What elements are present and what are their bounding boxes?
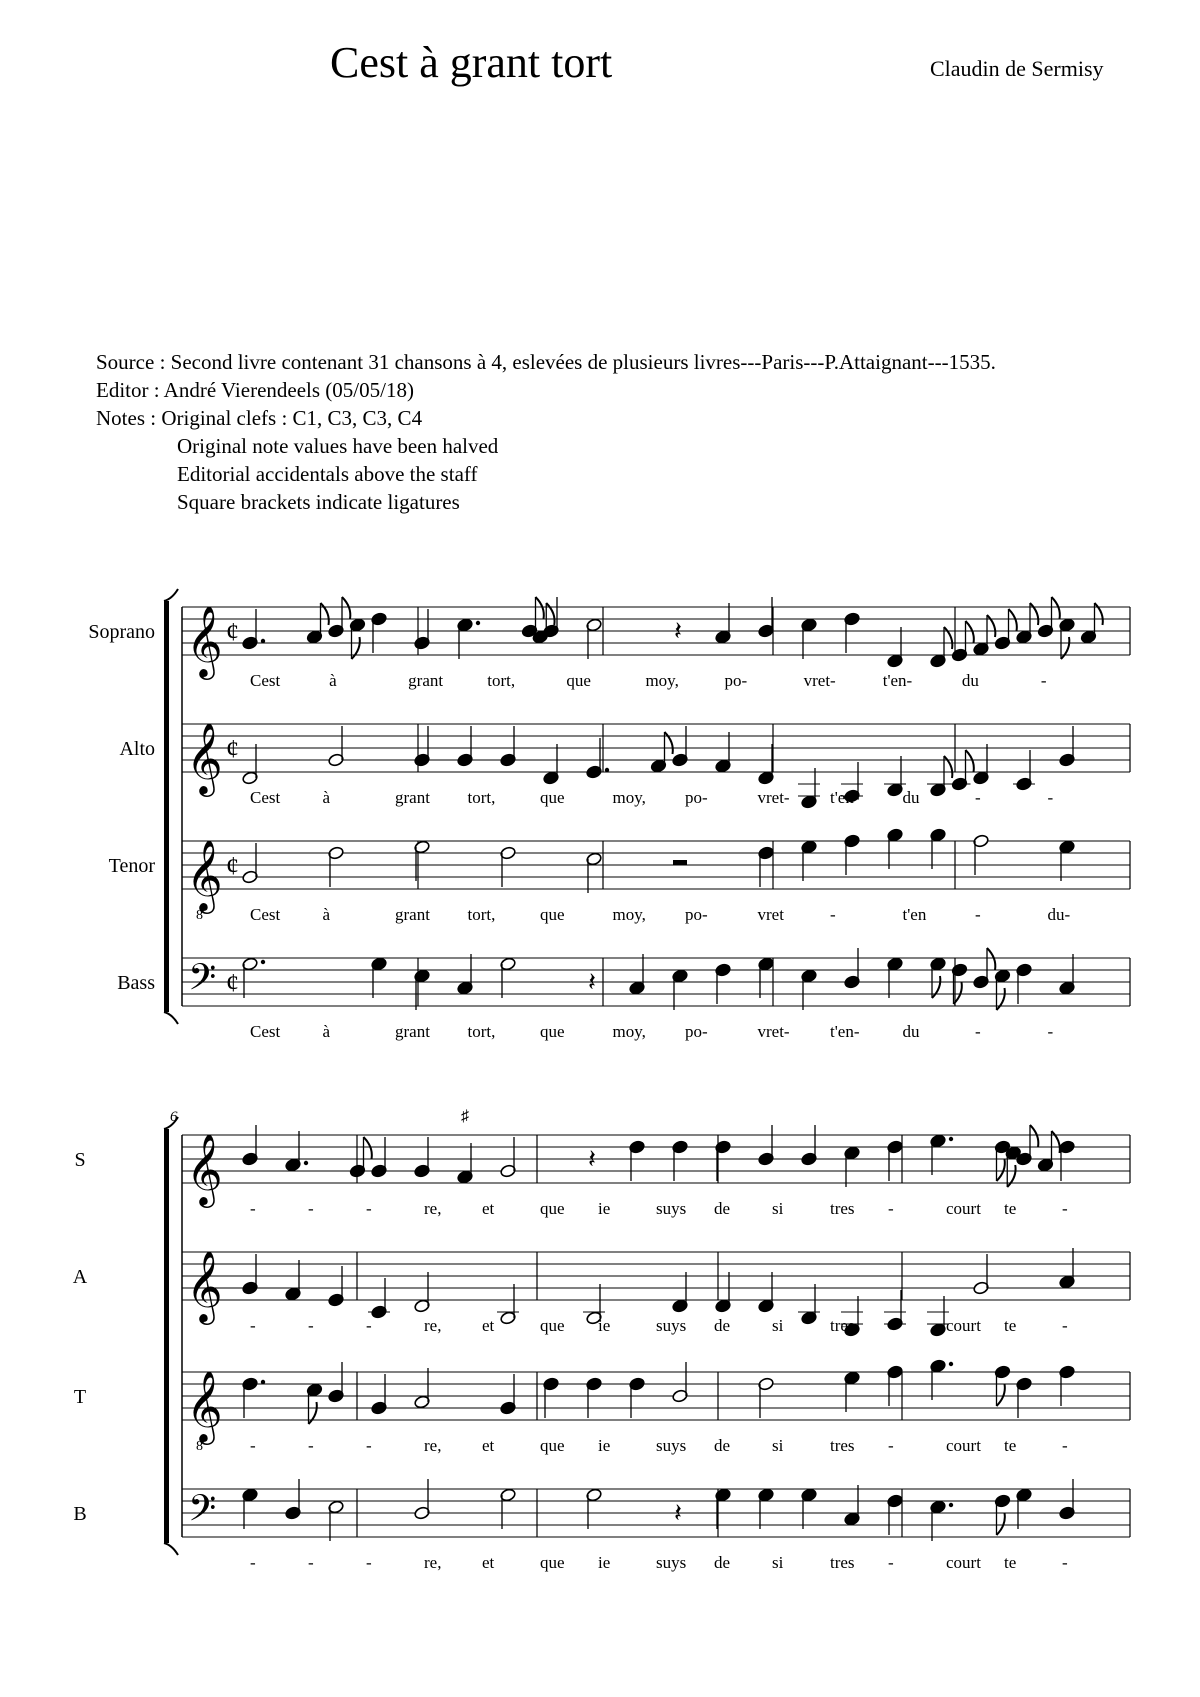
lyric-syllable: moy, xyxy=(612,787,646,807)
lyric-syllable: po- xyxy=(685,1021,708,1041)
lyric-syllable: suys xyxy=(656,1552,687,1572)
lyric-syllable: et xyxy=(482,1198,495,1218)
lyric-syllable: Cest xyxy=(250,1021,281,1041)
lyric-syllable: - xyxy=(1062,1552,1068,1572)
system-bracket xyxy=(164,601,169,1012)
piece-title: Cest à grant tort xyxy=(330,38,613,87)
half-rest xyxy=(673,860,687,865)
lyric-syllable: de xyxy=(714,1435,731,1455)
lyric-syllable: t'en- xyxy=(830,1021,860,1041)
lyric-syllable: te xyxy=(1004,1198,1017,1218)
lyric-syllable: - xyxy=(250,1315,256,1335)
lyric-syllable: si xyxy=(772,1198,784,1218)
notes-line: Notes : Original clefs : C1, C3, C3, C4 xyxy=(96,406,423,430)
note-flag xyxy=(966,621,974,643)
part-name: A xyxy=(72,1266,88,1289)
augmentation-dot xyxy=(949,1503,953,1507)
lyric-syllable: - xyxy=(888,1435,894,1455)
treble-clef-icon: 𝄞 xyxy=(186,1253,223,1322)
lyric-syllable: - xyxy=(888,1315,894,1335)
measure-number: 6 xyxy=(170,1109,178,1125)
lyric-syllable: de xyxy=(714,1552,731,1572)
system-bracket xyxy=(164,1012,178,1024)
note-flag xyxy=(536,597,544,619)
lyric-syllable: tres xyxy=(830,1315,855,1335)
lyric-syllable: - xyxy=(1047,1021,1054,1041)
lyric-syllable: - xyxy=(366,1315,372,1335)
lyric-syllable: - xyxy=(308,1315,314,1335)
time-signature: ¢ xyxy=(226,734,239,764)
lyric-syllable: - xyxy=(1040,670,1047,690)
lyric-syllable: que xyxy=(540,1552,565,1572)
lyric-syllable: vret- xyxy=(757,787,790,807)
lyric-syllable: Cest xyxy=(250,787,281,807)
treble-clef-icon: 𝄞 xyxy=(186,842,223,911)
lyric-syllable: moy, xyxy=(612,1021,646,1041)
notes-line: Original note values have been halved xyxy=(177,434,499,458)
lyric-syllable: tort, xyxy=(467,787,496,807)
augmentation-dot xyxy=(261,1380,265,1384)
part-name: S xyxy=(74,1149,86,1172)
lyric-syllable: court xyxy=(946,1435,981,1455)
lyric-syllable: si xyxy=(772,1435,784,1455)
lyric-syllable: ie xyxy=(598,1315,611,1335)
note-flag xyxy=(1061,637,1069,659)
lyric-syllable: que xyxy=(540,1198,565,1218)
note-flag xyxy=(352,637,360,659)
augmentation-dot xyxy=(949,1137,953,1141)
lyric-syllable: tort, xyxy=(467,1021,496,1041)
lyric-syllable: à xyxy=(322,787,331,807)
augmentation-dot xyxy=(476,621,480,625)
lyric-syllable: et xyxy=(482,1435,495,1455)
lyric-syllable: du xyxy=(902,1021,920,1041)
note-flag xyxy=(1052,1131,1060,1153)
lyric-syllable: à xyxy=(322,904,331,924)
lyric-syllable: de xyxy=(714,1315,731,1335)
lyric-syllable: - xyxy=(308,1435,314,1455)
lyric-syllable: tort, xyxy=(467,904,496,924)
lyric-syllable: Cest xyxy=(250,670,281,690)
quarter-rest: 𝄽 xyxy=(588,967,596,997)
octave-mark: 8 xyxy=(196,1439,203,1454)
lyric-syllable: ie xyxy=(598,1198,611,1218)
lyric-syllable: de xyxy=(714,1198,731,1218)
note-flag xyxy=(997,1159,1005,1181)
system-bracket xyxy=(164,1543,178,1555)
augmentation-dot xyxy=(949,1362,953,1366)
lyric-syllable: - xyxy=(830,904,836,924)
lyric-syllable: - xyxy=(1047,787,1054,807)
note-flag xyxy=(966,750,974,772)
composer-name: Claudin de Sermisy xyxy=(930,56,1104,81)
lyric-syllable: re, xyxy=(424,1198,442,1218)
lyric-syllable: et xyxy=(482,1552,495,1572)
lyric-syllable: t'en xyxy=(902,904,927,924)
octave-mark: 8 xyxy=(196,908,203,923)
note-flag xyxy=(546,603,554,625)
time-signature: ¢ xyxy=(226,968,239,998)
part-name: Bass xyxy=(117,972,155,995)
lyric-syllable: - xyxy=(308,1552,314,1572)
quarter-rest: 𝄽 xyxy=(588,1144,596,1174)
treble-clef-icon: 𝄞 xyxy=(186,725,223,794)
lyric-syllable: court xyxy=(946,1552,981,1572)
editor-line: Editor : André Vierendeels (05/05/18) xyxy=(96,378,414,402)
lyric-syllable: que xyxy=(540,904,565,924)
lyric-syllable: - xyxy=(250,1435,256,1455)
note-flag xyxy=(944,627,952,649)
lyric-syllable: tort, xyxy=(487,670,516,690)
lyric-syllable: vret- xyxy=(803,670,836,690)
lyric-syllable: vret xyxy=(757,904,784,924)
lyric-syllable: du xyxy=(902,787,920,807)
lyric-syllable: court xyxy=(946,1198,981,1218)
note-flag xyxy=(1052,597,1060,619)
note-flag xyxy=(1095,603,1103,625)
notes-line: Square brackets indicate ligatures xyxy=(177,490,460,514)
note-flag xyxy=(997,988,1005,1010)
augmentation-dot xyxy=(304,1161,308,1165)
lyric-syllable: que xyxy=(540,1435,565,1455)
lyric-syllable: t'en- xyxy=(830,787,860,807)
lyric-syllable: - xyxy=(1062,1315,1068,1335)
note-flag xyxy=(1030,1125,1038,1147)
quarter-rest: 𝄽 xyxy=(674,1498,682,1528)
lyric-syllable: - xyxy=(250,1198,256,1218)
note-flag xyxy=(987,948,995,970)
lyric-syllable: à xyxy=(329,670,337,690)
lyric-syllable: - xyxy=(1062,1435,1068,1455)
note-flag xyxy=(309,1402,317,1424)
lyric-syllable: que xyxy=(540,1315,565,1335)
augmentation-dot xyxy=(261,639,265,643)
lyric-syllable: - xyxy=(888,1198,894,1218)
note-flag xyxy=(1007,1165,1015,1187)
lyric-syllable: grant xyxy=(395,1021,430,1041)
lyric-syllable: si xyxy=(772,1315,784,1335)
treble-clef-icon: 𝄞 xyxy=(186,1373,223,1442)
lyric-syllable: - xyxy=(250,1552,256,1572)
lyric-syllable: si xyxy=(772,1552,784,1572)
part-name: T xyxy=(73,1386,87,1409)
lyric-syllable: à xyxy=(322,1021,331,1041)
notes-line: Editorial accidentals above the staff xyxy=(177,462,478,486)
sharp-icon: ♯ xyxy=(461,1108,469,1125)
lyric-syllable: suys xyxy=(656,1315,687,1335)
part-name: Alto xyxy=(119,738,155,761)
note-flag xyxy=(1030,603,1038,625)
lyric-syllable: du- xyxy=(1047,904,1071,924)
lyric-syllable: grant xyxy=(408,670,444,690)
lyric-syllable: ie xyxy=(598,1552,611,1572)
lyric-syllable: moy, xyxy=(645,670,679,690)
lyric-syllable: - xyxy=(1062,1198,1068,1218)
lyric-syllable: du xyxy=(961,670,979,690)
lyric-syllable: te xyxy=(1004,1552,1017,1572)
lyric-syllable: - xyxy=(975,904,981,924)
time-signature: ¢ xyxy=(226,617,239,647)
lyric-syllable: re, xyxy=(424,1435,442,1455)
lyric-syllable: grant xyxy=(395,787,430,807)
lyric-syllable: te xyxy=(1004,1435,1017,1455)
lyric-syllable: - xyxy=(975,787,981,807)
lyric-syllable: - xyxy=(366,1198,372,1218)
lyric-syllable: - xyxy=(308,1198,314,1218)
note-flag xyxy=(997,1384,1005,1406)
lyric-syllable: suys xyxy=(656,1198,687,1218)
note-flag xyxy=(665,732,673,754)
note-flag xyxy=(997,1513,1005,1535)
note-flag xyxy=(321,603,329,625)
bass-clef-icon: 𝄢 xyxy=(188,957,217,1007)
part-name: Tenor xyxy=(108,855,155,878)
lyric-syllable: court xyxy=(946,1315,981,1335)
augmentation-dot xyxy=(261,960,265,964)
lyric-syllable: que xyxy=(566,670,591,690)
lyric-syllable: suys xyxy=(656,1435,687,1455)
lyric-syllable: - xyxy=(975,1021,981,1041)
lyric-syllable: tres xyxy=(830,1198,855,1218)
note-flag xyxy=(364,1137,372,1159)
lyric-syllable: po- xyxy=(685,904,708,924)
treble-clef-icon: 𝄞 xyxy=(186,608,223,677)
note-flag xyxy=(932,976,940,998)
lyric-syllable: re, xyxy=(424,1315,442,1335)
treble-clef-icon: 𝄞 xyxy=(186,1136,223,1205)
lyric-syllable: tres xyxy=(830,1435,855,1455)
lyric-syllable: ie xyxy=(598,1435,611,1455)
lyric-syllable: - xyxy=(366,1435,372,1455)
note-flag xyxy=(1009,609,1017,631)
note-flag xyxy=(987,615,995,637)
lyric-syllable: - xyxy=(888,1552,894,1572)
lyric-syllable: po- xyxy=(685,787,708,807)
system-bracket xyxy=(164,589,178,601)
lyric-syllable: tres xyxy=(830,1552,855,1572)
part-name: B xyxy=(73,1503,87,1526)
lyric-syllable: te xyxy=(1004,1315,1017,1335)
source-line: Source : Second livre contenant 31 chansons à 4, eslevées de plusieurs livres---Paris---P.Attaignant---1535. xyxy=(96,350,996,374)
lyric-syllable: que xyxy=(540,787,565,807)
augmentation-dot xyxy=(605,768,609,772)
lyric-syllable: et xyxy=(482,1315,495,1335)
lyric-syllable: vret- xyxy=(757,1021,790,1041)
lyric-syllable: grant xyxy=(395,904,430,924)
quarter-rest: 𝄽 xyxy=(674,616,682,646)
note-flag xyxy=(944,756,952,778)
note-flag xyxy=(342,597,350,619)
lyric-syllable: t'en- xyxy=(882,670,913,690)
lyric-syllable: moy, xyxy=(612,904,646,924)
part-name: Soprano xyxy=(88,621,155,644)
lyric-syllable: po- xyxy=(724,670,748,690)
lyric-syllable: que xyxy=(540,1021,565,1041)
lyric-syllable: - xyxy=(366,1552,372,1572)
time-signature: ¢ xyxy=(226,851,239,881)
lyric-syllable: re, xyxy=(424,1552,442,1572)
lyric-syllable: Cest xyxy=(250,904,281,924)
system-bracket xyxy=(164,1129,169,1543)
bass-clef-icon: 𝄢 xyxy=(188,1488,217,1538)
